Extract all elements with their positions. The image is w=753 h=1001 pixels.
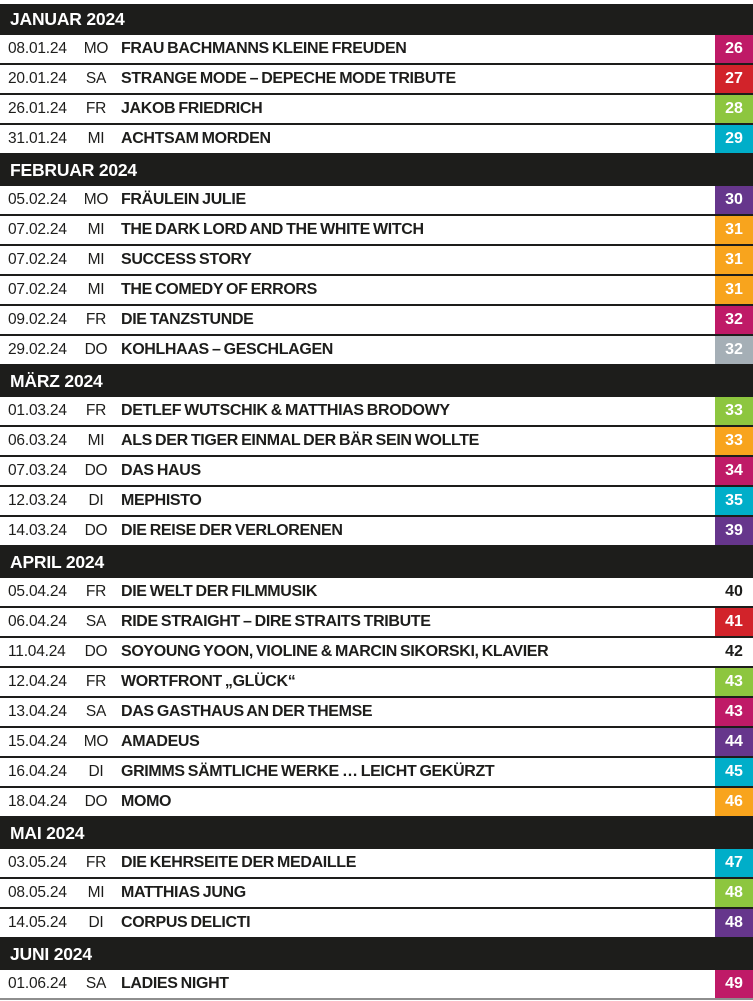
- page-number-badge: 39: [715, 517, 753, 545]
- event-day-abbrev: MI: [87, 251, 105, 268]
- event-day-abbrev: MO: [83, 40, 109, 57]
- event-row: [0, 879, 753, 909]
- month-header-label: MAI 2024: [10, 823, 85, 843]
- month-section: [0, 818, 753, 939]
- month-header-label: APRIL 2024: [10, 552, 104, 572]
- event-title: STRANGE MODE – DEPECHE MODE TRIBUTE: [121, 70, 456, 87]
- event-title: DIE TANZSTUNDE: [121, 311, 254, 328]
- page-number-badge: 32: [715, 336, 753, 364]
- month-section: [0, 366, 753, 547]
- page-number-badge: 26: [715, 35, 753, 63]
- page-number-badge: 44: [715, 728, 753, 756]
- event-title: DIE WELT DER FILMMUSIK: [121, 583, 318, 600]
- event-date: 12.04.24: [8, 673, 67, 690]
- page-number-badge: 48: [715, 879, 753, 907]
- event-date: 06.03.24: [8, 432, 67, 449]
- event-date: 03.05.24: [8, 854, 67, 871]
- event-row: [0, 427, 753, 457]
- event-row: [0, 306, 753, 336]
- month-header: [0, 155, 753, 186]
- event-title: MEPHISTO: [121, 492, 202, 509]
- month-header-label: MÄRZ 2024: [10, 371, 103, 391]
- event-date: 08.05.24: [8, 884, 67, 901]
- event-row: [0, 728, 753, 758]
- event-date: 06.04.24: [8, 613, 67, 630]
- page-number-badge: 41: [715, 608, 753, 636]
- event-day-abbrev: MI: [87, 281, 105, 298]
- month-header-label: JANUAR 2024: [10, 9, 125, 29]
- event-row: [0, 186, 753, 216]
- event-title: DAS HAUS: [121, 462, 201, 479]
- event-day-abbrev: FR: [85, 402, 107, 419]
- event-day-abbrev: DO: [84, 643, 108, 660]
- event-date: 07.02.24: [8, 281, 67, 298]
- page-number-badge: 35: [715, 487, 753, 515]
- event-row: [0, 457, 753, 487]
- event-date: 05.04.24: [8, 583, 67, 600]
- event-day-abbrev: SA: [85, 975, 107, 992]
- event-title: THE DARK LORD AND THE WHITE WITCH: [121, 221, 424, 238]
- event-day-abbrev: DI: [88, 763, 104, 780]
- page-number-badge: 33: [715, 427, 753, 455]
- page-number-badge: 32: [715, 306, 753, 334]
- event-row: [0, 668, 753, 698]
- event-title: ACHTSAM MORDEN: [121, 130, 271, 147]
- event-row: [0, 517, 753, 547]
- event-day-abbrev: FR: [85, 854, 107, 871]
- month-header-label: JUNI 2024: [10, 944, 92, 964]
- month-header: [0, 939, 753, 970]
- event-title: DETLEF WUTSCHIK & MATTHIAS BRODOWY: [121, 402, 450, 419]
- event-date: 08.01.24: [8, 40, 67, 57]
- event-row: [0, 125, 753, 155]
- event-title: ALS DER TIGER EINMAL DER BÄR SEIN WOLLTE: [121, 432, 479, 449]
- event-title: KOHLHAAS – GESCHLAGEN: [121, 341, 334, 358]
- event-title: CORPUS DELICTI: [121, 914, 251, 931]
- event-title: RIDE STRAIGHT – DIRE STRAITS TRIBUTE: [121, 613, 431, 630]
- month-section: [0, 547, 753, 818]
- month-header: [0, 4, 753, 35]
- event-date: 11.04.24: [8, 643, 66, 660]
- event-row: [0, 608, 753, 638]
- page-number-badge: 30: [715, 186, 753, 214]
- page-number-badge: 40: [725, 583, 743, 600]
- event-day-abbrev: SA: [85, 613, 107, 630]
- event-title: SUCCESS STORY: [121, 251, 252, 268]
- event-day-abbrev: DI: [88, 914, 104, 931]
- event-day-abbrev: DI: [88, 492, 104, 509]
- event-date: 26.01.24: [8, 100, 67, 117]
- event-day-abbrev: MI: [87, 130, 105, 147]
- event-title: DIE KEHRSEITE DER MEDAILLE: [121, 854, 357, 871]
- event-row: [0, 849, 753, 879]
- event-row: [0, 397, 753, 427]
- event-day-abbrev: FR: [85, 311, 107, 328]
- event-date: 07.03.24: [8, 462, 67, 479]
- event-day-abbrev: MO: [83, 733, 109, 750]
- event-row: [0, 216, 753, 246]
- event-date: 09.02.24: [8, 311, 67, 328]
- event-title: DAS GASTHAUS AN DER THEMSE: [121, 703, 373, 720]
- event-date: 07.02.24: [8, 221, 67, 238]
- event-row: [0, 487, 753, 517]
- page-number-badge: 28: [715, 95, 753, 123]
- event-row: [0, 698, 753, 728]
- event-title: LADIES NIGHT: [121, 975, 229, 992]
- event-title: THE COMEDY OF ERRORS: [121, 281, 317, 298]
- event-date: 29.02.24: [8, 341, 67, 358]
- event-day-abbrev: SA: [85, 70, 107, 87]
- event-title: MATTHIAS JUNG: [121, 884, 246, 901]
- event-date: 01.06.24: [8, 975, 67, 992]
- event-title: AMADEUS: [121, 733, 200, 750]
- month-header: [0, 547, 753, 578]
- page-number-badge: 31: [715, 216, 753, 244]
- event-title: SOYOUNG YOON, VIOLINE & MARCIN SIKORSKI, KLAVIER: [121, 643, 549, 660]
- event-date: 01.03.24: [8, 402, 67, 419]
- month-header: [0, 366, 753, 397]
- event-day-abbrev: MI: [87, 221, 105, 238]
- page-number-badge: 27: [715, 65, 753, 93]
- event-title: FRAU BACHMANNS KLEINE FREUDEN: [121, 40, 407, 57]
- page-number-badge: 34: [715, 457, 753, 485]
- event-day-abbrev: FR: [85, 583, 107, 600]
- event-date: 07.02.24: [8, 251, 67, 268]
- event-day-abbrev: MI: [87, 432, 105, 449]
- month-section: [0, 939, 753, 1000]
- event-date: 05.02.24: [8, 191, 67, 208]
- month-header: [0, 818, 753, 849]
- event-date: 13.04.24: [8, 703, 67, 720]
- event-title: WORTFRONT „GLÜCK“: [121, 673, 296, 690]
- event-day-abbrev: MI: [87, 884, 105, 901]
- month-header-label: FEBRUAR 2024: [10, 160, 137, 180]
- event-date: 12.03.24: [8, 492, 67, 509]
- page-number-badge: 43: [715, 698, 753, 726]
- event-date: 16.04.24: [8, 763, 67, 780]
- event-title: FRÄULEIN JULIE: [121, 191, 246, 208]
- event-row: [0, 35, 753, 65]
- event-title: JAKOB FRIEDRICH: [121, 100, 263, 117]
- event-date: 14.05.24: [8, 914, 67, 931]
- page-number-badge: 46: [715, 788, 753, 816]
- event-row: [0, 788, 753, 818]
- page-number-badge: 42: [725, 643, 743, 660]
- event-date: 14.03.24: [8, 522, 67, 539]
- event-row: [0, 276, 753, 306]
- event-day-abbrev: FR: [85, 673, 107, 690]
- event-row: [0, 638, 753, 668]
- page-number-badge: 48: [715, 909, 753, 937]
- page-number-badge: 45: [715, 758, 753, 786]
- page-number-badge: 43: [715, 668, 753, 696]
- event-day-abbrev: DO: [84, 462, 108, 479]
- page-number-badge: 33: [715, 397, 753, 425]
- event-row: [0, 758, 753, 788]
- page-number-badge: 31: [715, 276, 753, 304]
- event-day-abbrev: MO: [83, 191, 109, 208]
- event-row: [0, 909, 753, 939]
- event-title: MOMO: [121, 793, 172, 810]
- event-row: [0, 578, 753, 608]
- event-title: DIE REISE DER VERLORENEN: [121, 522, 343, 539]
- page-number-badge: 31: [715, 246, 753, 274]
- event-date: 15.04.24: [8, 733, 67, 750]
- month-section: [0, 155, 753, 366]
- event-row: [0, 65, 753, 95]
- event-date: 20.01.24: [8, 70, 67, 87]
- event-date: 31.01.24: [8, 130, 67, 147]
- event-row: [0, 970, 753, 1000]
- page-number-badge: 47: [715, 849, 753, 877]
- event-row: [0, 336, 753, 366]
- month-section: [0, 4, 753, 155]
- event-day-abbrev: FR: [85, 100, 107, 117]
- page-number-badge: 49: [715, 970, 753, 998]
- event-date: 18.04.24: [8, 793, 67, 810]
- event-title: GRIMMS SÄMTLICHE WERKE … LEICHT GEKÜRZT: [121, 763, 495, 780]
- event-day-abbrev: DO: [84, 341, 108, 358]
- event-day-abbrev: DO: [84, 522, 108, 539]
- event-day-abbrev: SA: [85, 703, 107, 720]
- event-row: [0, 95, 753, 125]
- event-row: [0, 246, 753, 276]
- page-number-badge: 29: [715, 125, 753, 153]
- event-day-abbrev: DO: [84, 793, 108, 810]
